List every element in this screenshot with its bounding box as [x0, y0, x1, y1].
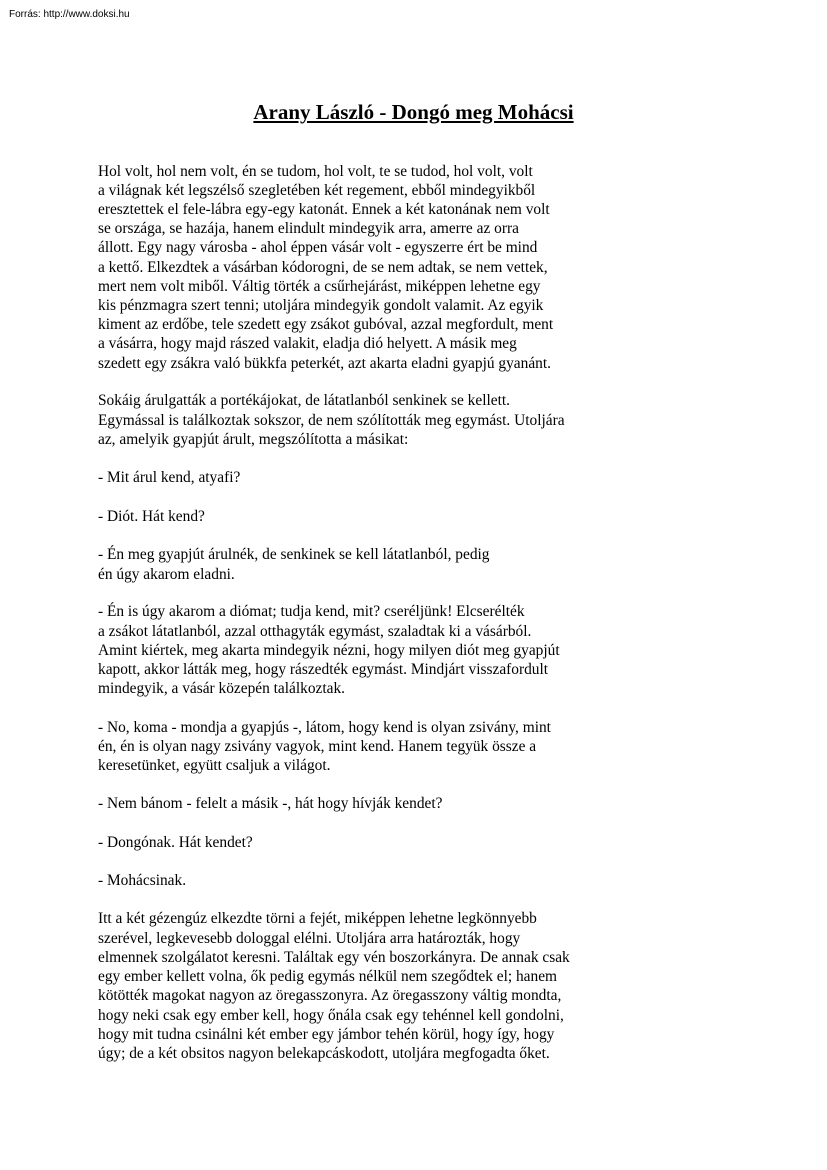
text-line: se országa, se hazája, hanem elindult mindegyik arra, amerre az orra	[98, 220, 519, 237]
text-line: - Én meg gyapjút árulnék, de senkinek se kell látatlanból, pedig	[98, 546, 490, 563]
text-line: kapott, akkor látták meg, hogy rászedték egymást. Mindjárt visszafordult	[98, 661, 549, 678]
document-title	[0, 99, 827, 125]
text-line: szerével, legkevesebb dologgal elélni. Utoljára arra határozták, hogy	[98, 930, 521, 947]
text-line: - Mohácsinak.	[98, 872, 187, 889]
text-line: elmennek szolgálatot keresni. Találtak egy vén boszorkányra. De annak csak	[98, 949, 570, 966]
text-line: Sokáig árulgatták a portékájokat, de látatlanból senkinek se kellett.	[98, 392, 510, 409]
text-line: - No, koma - mondja a gyapjús -, látom, hogy kend is olyan zsivány, mint	[98, 719, 551, 736]
text-line: - Nem bánom - felelt a másik -, hát hogy hívják kendet?	[98, 795, 443, 812]
text-line: Egymással is találkoztak sokszor, de nem szólították meg egymást. Utoljára	[98, 412, 565, 429]
text-line: az, amelyik gyapjút árult, megszólította a másikat:	[98, 431, 409, 448]
text-line: kötötték magokat nagyon az öregasszonyra. Az öregasszony váltig mondta,	[98, 987, 562, 1004]
text-line: a vásárra, hogy majd rászed valakit, eladja dió helyett. A másik meg	[98, 335, 517, 352]
text-line: hogy neki csak egy ember kell, hogy őnála csak egy tehénnel kell gondolni,	[98, 1007, 564, 1024]
text-line: hogy mit tudna csinálni két ember egy jámbor tehén körül, hogy így, hogy	[98, 1026, 555, 1043]
text-line: szedett egy zsákra való bükkfa peterkét, azt akarta eladni gyapjú gyanánt.	[98, 355, 551, 372]
text-line: mert nem volt miből. Váltig törték a csűrhejárást, miképpen lehetne egy	[98, 278, 541, 295]
text-line: - Dongónak. Hát kendet?	[98, 834, 253, 851]
text-line: - Diót. Hát kend?	[98, 508, 205, 525]
text-line: Amint kiértek, meg akarta mindegyik nézni, hogy milyen diót meg gyapjút	[98, 642, 560, 659]
text-line: egy ember kellett volna, ők pedig egymás nélkül nem szegődtek el; hanem	[98, 968, 558, 985]
text-line: eresztettek el fele-lábra egy-egy katonát. Ennek a két katonának nem volt	[98, 201, 550, 218]
text-line: a zsákot látatlanból, azzal otthagyták egymást, szaladtak ki a vásárból.	[98, 623, 532, 640]
text-line: úgy; de a két obsitos nagyon belekapcáskodott, utoljára megfogadta őket.	[98, 1045, 550, 1062]
text-line: én, én is olyan nagy zsivány vagyok, mint kend. Hanem tegyük össze a	[98, 738, 537, 755]
text-line: kiment az erdőbe, tele szedett egy zsákot gubóval, azzal megfordult, ment	[98, 316, 554, 333]
text-line: a kettő. Elkezdtek a vásárban kódorogni, de se nem adtak, se nem vettek,	[98, 259, 548, 276]
text-line: Itt a két gézengúz elkezdte törni a fejét, miképpen lehetne legkönnyebb	[98, 910, 537, 927]
document-title-text: Arany László - Dongó meg Mohácsi	[253, 100, 574, 124]
text-line: a világnak két legszélső szegletében két regement, ebből mindegyikből	[98, 182, 536, 199]
text-line: - Én is úgy akarom a diómat; tudja kend, mit? cseréljünk! Elcserélték	[98, 603, 525, 620]
text-line: kis pénzmagra szert tenni; utoljára mindegyik gondolt valamit. Az egyik	[98, 297, 544, 314]
text-line: én úgy akarom eladni.	[98, 566, 235, 583]
text-line: keresetünket, együtt csaljuk a világot.	[98, 757, 331, 774]
source-label: Forrás: http://www.doksi.hu	[9, 9, 130, 20]
text-line: - Mit árul kend, atyafi?	[98, 469, 241, 486]
text-line: Hol volt, hol nem volt, én se tudom, hol volt, te se tudod, hol volt, volt	[98, 163, 533, 180]
text-line: állott. Egy nagy városba - ahol éppen vásár volt - egyszerre ért be mind	[98, 239, 538, 256]
text-line: mindegyik, a vásár közepén találkoztak.	[98, 680, 346, 697]
